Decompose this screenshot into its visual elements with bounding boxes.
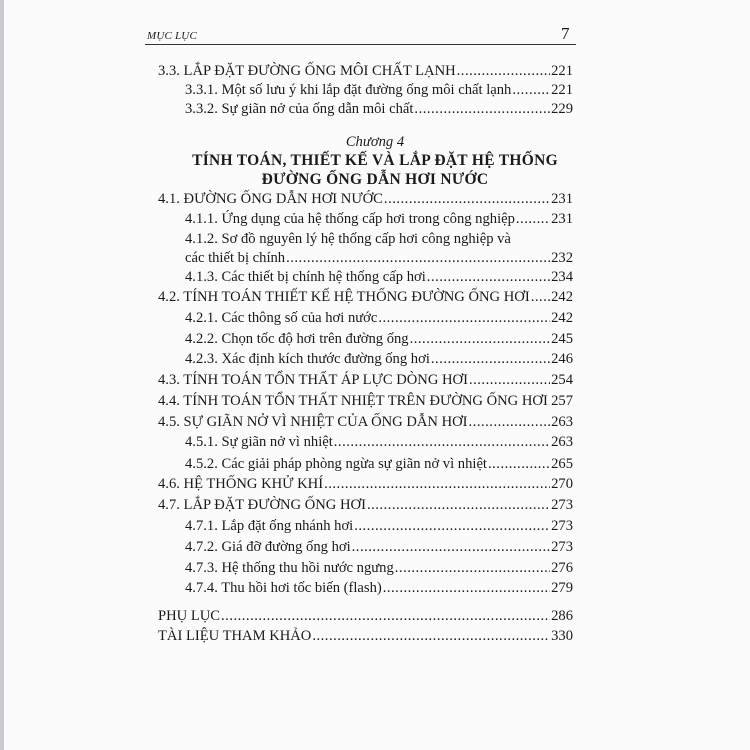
dot-leader xyxy=(324,475,550,493)
toc-entry-label: 4.1.3. Các thiết bị chính hệ thống cấp hơi xyxy=(185,269,426,285)
toc-entry xyxy=(185,433,573,451)
chapter-title-line2: ĐƯỜNG ỐNG DẪN HƠI NƯỚC xyxy=(261,171,489,188)
dot-leader xyxy=(352,538,550,556)
toc-entry-label: 4.7.1. Lắp đặt ống nhánh hơi xyxy=(185,518,354,534)
toc-entry-page: 231 xyxy=(551,211,573,227)
dot-leader xyxy=(410,330,551,348)
toc-entry-label: 4.7.4. Thu hồi hơi tốc biến (flash) xyxy=(185,580,382,596)
toc-entry-label: 4.2.2. Chọn tốc độ hơi trên đường ống xyxy=(185,331,409,347)
toc-entry-label: 4.1.1. Ứng dụng của hệ thống cấp hơi trong công nghiệp xyxy=(185,211,515,227)
dot-leader xyxy=(512,81,550,99)
toc-entry-label: 4.2. TÍNH TOÁN THIẾT KẾ HỆ THỐNG ĐƯỜNG ỐNG HƠI xyxy=(158,289,530,305)
toc-entry-page: 232 xyxy=(551,250,573,266)
dot-leader xyxy=(431,350,550,368)
toc-entry-page: 273 xyxy=(551,497,573,513)
toc-entry xyxy=(185,330,573,348)
toc-entry-page: 242 xyxy=(551,289,573,305)
toc-entry xyxy=(185,455,573,473)
toc-entry-page: 276 xyxy=(551,560,573,576)
toc-entry-label: 4.7.2. Giá đỡ đường ống hơi xyxy=(185,539,351,555)
toc-entry-page: 221 xyxy=(551,63,573,79)
toc-entry xyxy=(185,249,573,267)
toc-entry xyxy=(185,309,573,327)
dot-leader xyxy=(367,496,550,514)
toc-entry-page: 254 xyxy=(551,372,573,388)
toc-entry-page: 234 xyxy=(551,269,573,285)
toc-entry-label: 4.1. ĐƯỜNG ỐNG DẪN HƠI NƯỚC xyxy=(158,191,383,207)
toc-entry xyxy=(158,392,573,410)
dot-leader xyxy=(414,100,550,118)
dot-leader xyxy=(531,288,550,306)
toc-entry-page: 221 xyxy=(551,82,573,98)
toc-entry-page: 246 xyxy=(551,351,573,367)
dot-leader xyxy=(427,268,550,286)
toc-entry xyxy=(185,81,573,99)
toc-entry-label: 4.5.2. Các giải pháp phòng ngừa sự giãn nở vì nhiệt xyxy=(185,456,487,472)
toc-entry-page: 263 xyxy=(551,414,573,430)
dot-leader xyxy=(221,607,550,625)
toc-entry-label: 4.7.3. Hệ thống thu hồi nước ngưng xyxy=(185,560,394,576)
toc-entry xyxy=(185,538,573,556)
toc-entry-page: 286 xyxy=(551,608,573,624)
chapter-label: Chương 4 xyxy=(345,134,405,150)
toc-entry-label-line1: 4.1.2. Sơ đồ nguyên lý hệ thống cấp hơi công nghiệp và xyxy=(185,231,511,247)
dot-leader xyxy=(469,371,550,389)
toc-entry xyxy=(185,268,573,286)
toc-entry-page: 231 xyxy=(551,191,573,207)
toc-entry-label: TÀI LIỆU THAM KHẢO xyxy=(158,628,312,644)
chapter-title-line1: TÍNH TOÁN, THIẾT KẾ VÀ LẮP ĐẶT HỆ THỐNG xyxy=(192,152,558,169)
toc-entry-label: 4.2.1. Các thông số của hơi nước xyxy=(185,310,378,326)
toc-entry-page: 279 xyxy=(551,580,573,596)
toc-entry-page: 263 xyxy=(551,434,573,450)
toc-entry-label: 4.4. TÍNH TOÁN TỔN THẤT NHIỆT TRÊN ĐƯỜNG ỐNG HƠI xyxy=(158,393,548,409)
dot-leader xyxy=(384,190,550,208)
toc-entry-label: 4.2.3. Xác định kích thước đường ống hơi xyxy=(185,351,430,367)
toc-entry xyxy=(158,413,573,431)
toc-entry xyxy=(158,496,573,514)
toc-entry-label: 3.3. LẮP ĐẶT ĐƯỜNG ỐNG MÔI CHẤT LẠNH xyxy=(158,63,456,79)
dot-leader xyxy=(312,627,550,645)
toc-entry xyxy=(158,627,573,645)
toc-entry-page: 273 xyxy=(551,539,573,555)
toc-entry-page: 265 xyxy=(551,456,573,472)
dot-leader xyxy=(286,249,550,267)
dot-leader xyxy=(469,413,551,431)
dot-leader xyxy=(354,517,550,535)
toc-entry xyxy=(185,517,573,535)
toc-entry xyxy=(158,62,573,80)
toc-entry-page: 257 xyxy=(551,393,573,409)
dot-leader xyxy=(383,579,550,597)
page-number: 7 xyxy=(561,24,570,43)
toc-entry xyxy=(158,288,573,306)
toc-entry-page: 330 xyxy=(551,628,573,644)
toc-entry xyxy=(158,190,573,208)
toc-entry-label: 4.5.1. Sự giãn nở vì nhiệt xyxy=(185,434,333,450)
dot-leader xyxy=(457,62,550,80)
toc-entry-page: 270 xyxy=(551,476,573,492)
toc-entry-page: 229 xyxy=(551,101,573,117)
header-rule xyxy=(145,44,576,45)
dot-leader xyxy=(334,433,550,451)
toc-entry xyxy=(158,371,573,389)
toc-entry xyxy=(185,100,573,118)
page-edge xyxy=(0,0,4,750)
toc-entry-label: 3.3.2. Sự giãn nở của ống dẫn môi chất xyxy=(185,101,414,117)
toc-entry xyxy=(185,210,573,228)
toc-entry-page: 245 xyxy=(551,331,573,347)
toc-entry-page: 242 xyxy=(551,310,573,326)
dot-leader xyxy=(488,455,550,473)
toc-entry-label: PHỤ LỤC xyxy=(158,608,221,624)
toc-entry xyxy=(185,350,573,368)
toc-entry-label: 4.7. LẮP ĐẶT ĐƯỜNG ỐNG HƠI xyxy=(158,497,366,513)
toc-entry-label: 4.6. HỆ THỐNG KHỬ KHÍ xyxy=(158,476,324,492)
toc-entry-label: các thiết bị chính xyxy=(185,250,286,266)
toc-entry-label: 4.3. TÍNH TOÁN TỔN THẤT ÁP LỰC DÒNG HƠI xyxy=(158,372,468,388)
toc-entry-page: 273 xyxy=(551,518,573,534)
dot-leader xyxy=(395,559,550,577)
toc-entry xyxy=(158,475,573,493)
running-header-title: MỤC LỤC xyxy=(147,30,197,42)
toc-entry xyxy=(185,579,573,597)
dot-leader xyxy=(516,210,550,228)
toc-entry xyxy=(185,559,573,577)
toc-entry-label: 3.3.1. Một số lưu ý khi lắp đặt đường ống môi chất lạnh xyxy=(185,82,512,98)
toc-entry-label: 4.5. SỰ GIÃN NỞ VÌ NHIỆT CỦA ỐNG DẪN HƠI xyxy=(158,414,468,430)
dot-leader xyxy=(378,309,550,327)
dot-leader xyxy=(549,392,550,410)
toc-entry xyxy=(158,607,573,625)
